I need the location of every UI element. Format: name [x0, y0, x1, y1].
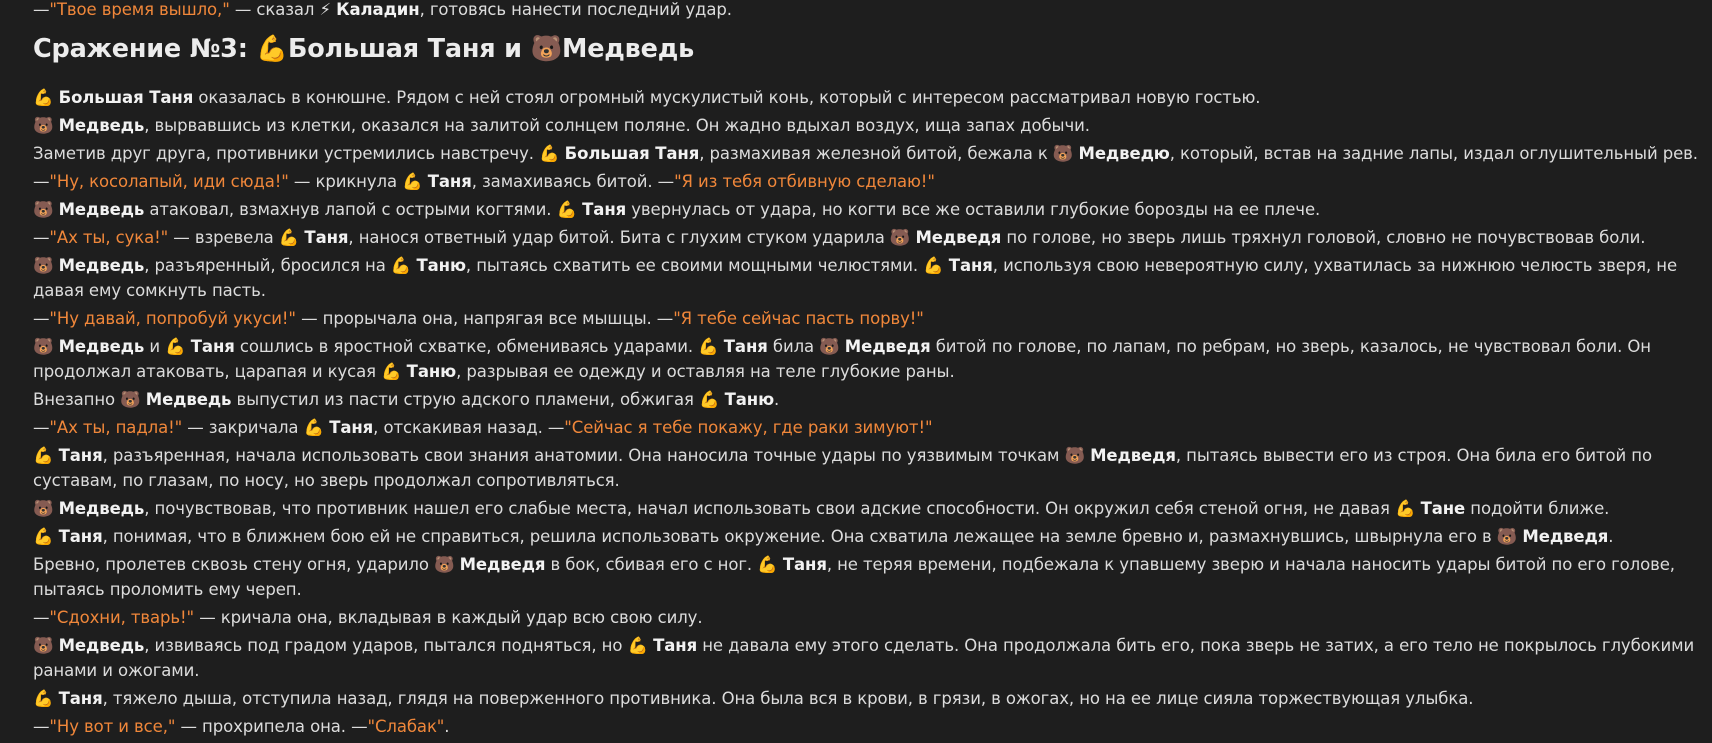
dialogue-quote: "Сейчас я тебе покажу, где раки зимуют!": [564, 418, 933, 437]
narration-text: , готовясь нанести последний удар.: [419, 0, 732, 19]
dialogue-quote: "Ну вот и все,": [49, 717, 176, 736]
story-paragraph: [33, 443, 1703, 493]
narration-text: била 🐻: [767, 337, 845, 356]
narration-text: — прорычала она, напрягая все мышцы. —: [295, 309, 674, 328]
character-name: Таню: [724, 390, 775, 409]
narration-text: , используя свою невероятную силу, ухватилась за нижнюю челюсть зверя, не давая ему сомкнуть пасть.: [33, 256, 1678, 300]
character-name: Таня: [653, 636, 698, 655]
narration-text: увернулась от удара, но когти все же оставили глубокие борозды на ее плече.: [626, 200, 1321, 219]
dialogue-quote: "Ну, косолапый, иди сюда!": [49, 172, 289, 191]
narration-text: .: [774, 390, 780, 409]
narration-text: 🐻: [33, 337, 59, 356]
paragraph-prev-ending: [33, 0, 1703, 22]
narration-text: , разрывая ее одежду и оставляя на теле глубокие раны.: [456, 362, 955, 381]
character-name: Медведь: [58, 116, 145, 135]
story-paragraph: [33, 552, 1703, 602]
narration-text: Бревно, пролетев сквозь стену огня, ударило 🐻: [33, 555, 460, 574]
narration-text: .: [1608, 527, 1614, 546]
narration-text: —: [33, 172, 50, 191]
character-name: Медведю: [1078, 144, 1170, 163]
narration-text: 💪: [33, 88, 59, 107]
narration-text: , замахиваясь битой. —: [471, 172, 675, 191]
narration-text: , извиваясь под градом ударов, пытался подняться, но 💪: [144, 636, 654, 655]
narration-text: —: [33, 309, 50, 328]
character-name: Таня: [58, 446, 103, 465]
character-name: Медведя: [1090, 446, 1176, 465]
narration-text: 💪: [33, 446, 59, 465]
narration-text: , тяжело дыша, отступила назад, глядя на поверженного противника. Она была вся в крови, в грязи, в ожогах, но на ее лице сияла торжествующая улыбка.: [102, 689, 1474, 708]
dialogue-quote: "Я тебе сейчас пасть порву!": [673, 309, 924, 328]
story-paragraph: [33, 686, 1703, 711]
narration-text: выпустил из пасти струю адского пламени, обжигая 💪: [231, 390, 725, 409]
narration-text: атаковал, взмахнув лапой с острыми когтями. 💪: [144, 200, 583, 219]
character-name: Медведь: [58, 636, 145, 655]
character-name: Таня: [329, 418, 374, 437]
dialogue-quote: "Я из тебя отбивную сделаю!": [674, 172, 935, 191]
story-paragraph: [33, 633, 1703, 683]
character-name: Медведь: [58, 256, 145, 275]
story-content: [33, 0, 1703, 742]
character-name: Медведя: [915, 228, 1002, 247]
character-name: Большая Таня: [564, 144, 700, 163]
narration-text: , размахивая железной битой, бежала к 🐻: [699, 144, 1079, 163]
character-name: Медведь: [58, 499, 145, 518]
narration-text: 🐻: [33, 200, 59, 219]
paragraph-list: [33, 85, 1703, 739]
narration-text: — закричала 💪: [182, 418, 330, 437]
story-paragraph: [33, 85, 1703, 110]
story-paragraph: [33, 141, 1703, 166]
narration-text: — крикнула 💪: [288, 172, 428, 191]
character-name: Таня: [190, 337, 235, 356]
narration-text: — сказал ⚡: [229, 0, 337, 19]
narration-text: оказалась в конюшне. Рядом с ней стоял огромный мускулистый конь, который с интересом рассматривал новую гостью.: [193, 88, 1261, 107]
narration-text: , отскакивая назад. —: [373, 418, 565, 437]
narration-text: , пытаясь схватить ее своими мощными челюстями. 💪: [465, 256, 949, 275]
character-name: Таня: [58, 689, 103, 708]
narration-text: , разъяренная, начала использовать свои знания анатомии. Она наносила точные удары по уязвимым точкам 🐻: [102, 446, 1091, 465]
narration-text: 🐻: [33, 116, 59, 135]
character-name: Медведь: [58, 200, 145, 219]
narration-text: по голове, но зверь лишь тряхнул головой, словно не почувствовав боли.: [1001, 228, 1646, 247]
character-name: Медведя: [459, 555, 546, 574]
character-name: Таня: [723, 337, 768, 356]
narration-text: , который, встав на задние лапы, издал оглушительный рев.: [1169, 144, 1698, 163]
character-name: Таню: [416, 256, 466, 275]
character-name: Таня: [582, 200, 627, 219]
character-name: Тане: [1420, 499, 1466, 518]
narration-text: — прохрипела она. —: [175, 717, 368, 736]
story-paragraph: [33, 225, 1703, 250]
story-paragraph: [33, 169, 1703, 194]
narration-text: , разъяренный, бросился на 💪: [144, 256, 417, 275]
dialogue-quote: "Ах ты, сука!": [49, 228, 169, 247]
story-paragraph: [33, 197, 1703, 222]
character-name: Таня: [782, 555, 827, 574]
dialogue-quote: "Ну давай, попробуй укуси!": [49, 309, 296, 328]
story-paragraph: [33, 387, 1703, 412]
story-paragraph: [33, 415, 1703, 440]
battle-heading: Сражение №3: 💪Большая Таня и 🐻Медведь: [33, 34, 695, 64]
narration-text: .: [444, 717, 450, 736]
character-name: Таню: [406, 362, 457, 381]
character-name: Большая Таня: [58, 88, 194, 107]
story-paragraph: [33, 714, 1703, 739]
narration-text: —: [33, 228, 50, 247]
narration-text: сошлись в яростной схватке, обмениваясь ударами. 💪: [234, 337, 724, 356]
narration-text: 🐻: [33, 499, 59, 518]
story-paragraph: [33, 113, 1703, 138]
story-paragraph: [33, 496, 1703, 521]
character-name: Таня: [948, 256, 993, 275]
character-name: Медведя: [1522, 527, 1609, 546]
narration-text: Заметив друг друга, противники устремились навстречу. 💪: [33, 144, 565, 163]
narration-text: в бок, сбивая его с ног. 💪: [545, 555, 783, 574]
narration-text: 🐻: [33, 256, 59, 275]
narration-text: 💪: [33, 527, 59, 546]
narration-text: — кричала она, вкладывая в каждый удар всю свою силу.: [194, 608, 703, 627]
character-name: Медведя: [844, 337, 931, 356]
narration-text: —: [33, 717, 50, 736]
narration-text: , понимая, что в ближнем бою ей не справиться, решила использовать окружение. Она схватила лежащее на земле бревно и, размахнувшись, швырнула его в 🐻: [102, 527, 1523, 546]
dialogue-quote: "Сдохни, тварь!": [49, 608, 195, 627]
dialogue-quote: "Твое время вышло,": [49, 0, 230, 19]
narration-text: Внезапно 🐻: [33, 390, 146, 409]
narration-text: , не теряя времени, подбежала к упавшему зверю и начала наносить удары битой по его голове, пытаясь проломить ему череп.: [33, 555, 1675, 599]
character-name: Таня: [304, 228, 349, 247]
narration-text: подойти ближе.: [1465, 499, 1610, 518]
narration-text: 🐻: [33, 636, 59, 655]
dialogue-quote: "Ах ты, падла!": [49, 418, 183, 437]
character-name: Медведь: [58, 337, 145, 356]
narration-text: и 💪: [144, 337, 191, 356]
narration-text: —: [33, 608, 50, 627]
narration-text: , вырвавшись из клетки, оказался на залитой солнцем поляне. Он жадно вдыхал воздух, ища запах добычи.: [144, 116, 1090, 135]
character-name: Таня: [427, 172, 472, 191]
narration-text: —: [33, 418, 50, 437]
story-paragraph: [33, 334, 1703, 384]
character-name: Каладин: [336, 0, 420, 19]
story-paragraph: [33, 253, 1703, 303]
dialogue-quote: "Слабак": [367, 717, 445, 736]
character-name: Медведь: [145, 390, 232, 409]
story-paragraph: [33, 605, 1703, 630]
narration-text: —: [33, 0, 50, 19]
story-paragraph: [33, 306, 1703, 331]
narration-text: не давала ему этого сделать. Она продолжала бить его, пока зверь не затих, а его тело не покрылось глубокими ранами и ожогами.: [33, 636, 1695, 680]
narration-text: , нанося ответный удар битой. Бита с глухим стуком ударила 🐻: [348, 228, 916, 247]
narration-text: , почувствовав, что противник нашел его слабые места, начал использовать свои адские способности. Он окружил себя стеной огня, не давая 💪: [144, 499, 1421, 518]
narration-text: 💪: [33, 689, 59, 708]
narration-text: — взревела 💪: [168, 228, 305, 247]
story-paragraph: [33, 524, 1703, 549]
narration-text: , пытаясь вывести его из строя. Она била его битой по суставам, по глазам, по носу, но зверь продолжал сопротивляться.: [33, 446, 1652, 490]
character-name: Таня: [58, 527, 103, 546]
narration-text: битой по голове, по лапам, по ребрам, но зверь, казалось, не чувствовал боли. Он продолжал атаковать, царапая и кусая 💪: [33, 337, 1651, 381]
